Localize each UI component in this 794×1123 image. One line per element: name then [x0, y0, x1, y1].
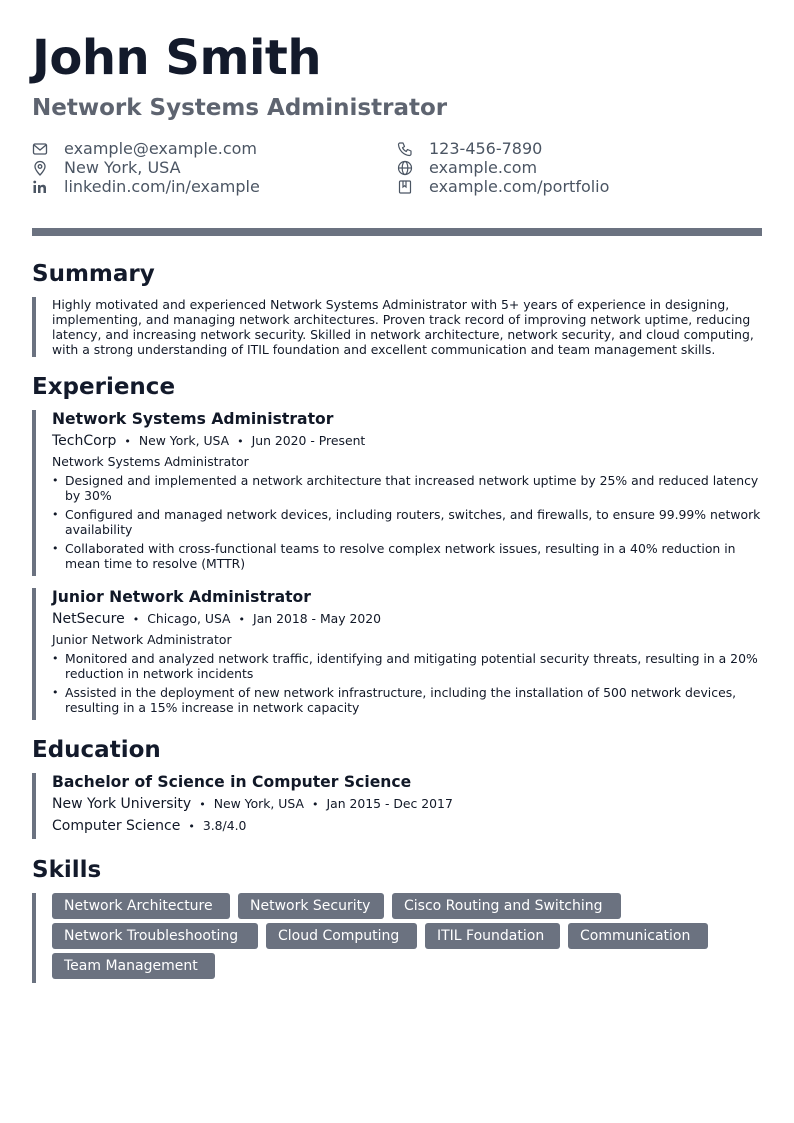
job-company: TechCorp	[52, 433, 117, 449]
skills-bar	[32, 893, 36, 983]
skill-tag: Communication	[568, 923, 708, 949]
skill-tag: Network Architecture	[52, 893, 230, 919]
job-company: NetSecure	[52, 611, 125, 627]
job-meta: TechCorp • New York, USA • Jun 2020 - Present	[52, 433, 366, 449]
contact-row	[32, 177, 762, 196]
linkedin-icon	[32, 179, 48, 195]
experience-heading: Experience	[32, 374, 176, 400]
job-title: Junior Network Administrator	[52, 588, 311, 606]
portfolio-link[interactable]: example.com/portfolio	[429, 177, 610, 196]
job-meta: NetSecure • Chicago, USA • Jan 2018 - May 2020	[52, 611, 382, 627]
job-role: Network Systems Administrator	[52, 454, 249, 469]
job-bullets	[52, 651, 764, 719]
phone-icon	[397, 141, 413, 157]
job-location: Chicago, USA	[147, 611, 231, 626]
job-dates: Jan 2018 - May 2020	[253, 611, 382, 626]
email-link[interactable]: example@example.com	[64, 139, 257, 158]
skill-tag: Network Security	[238, 893, 384, 919]
bookmark-icon	[397, 179, 413, 195]
degree: Bachelor of Science in Computer Science	[52, 773, 412, 791]
globe-icon	[397, 160, 413, 176]
contact-row	[32, 139, 762, 158]
summary-bar	[32, 297, 36, 357]
job-bullet: • Collaborated with cross-functional teams to resolve complex network issues, resulting in a 40% reduction in mean time to resolve (MTTR)	[52, 541, 764, 571]
education-bar	[32, 773, 36, 839]
summary-text: Highly motivated and experienced Network Systems Administrator with 5+ years of experience in designing, implementing, and managing network architectures. Proven track record of improving network uptime, reducing latency, and increasing network security. Skilled in network architecture, network security, and cloud computing, with a strong understanding of ITIL foundation and excellent communication and team management skills.	[52, 297, 754, 357]
header-divider	[32, 228, 762, 236]
contact-row	[32, 158, 762, 177]
job-bullets	[52, 473, 764, 575]
job-bar	[32, 588, 36, 720]
candidate-title: Network Systems Administrator	[32, 95, 448, 121]
education-dates: Jan 2015 - Dec 2017	[326, 796, 453, 811]
mail-icon	[32, 141, 48, 157]
job-bullet: • Designed and implemented a network architecture that increased network uptime by 25% and reduced latency by 30%	[52, 473, 764, 503]
candidate-name: John Smith	[32, 30, 322, 86]
job-bullet: • Monitored and analyzed network traffic, identifying and mitigating potential security threats, resulting in a 20% reduction in network incidents	[52, 651, 764, 681]
job-bullet: • Assisted in the deployment of new network infrastructure, including the installation of 500 network devices, resulting in a 15% increase in network capacity	[52, 685, 764, 715]
job-bullet: • Configured and managed network devices, including routers, switches, and firewalls, to ensure 99.99% network availability	[52, 507, 764, 537]
gpa: 3.8/4.0	[202, 818, 247, 833]
location-text: New York, USA	[64, 158, 181, 177]
linkedin-link[interactable]: linkedin.com/in/example	[64, 177, 260, 196]
skill-tag: Cisco Routing and Switching	[392, 893, 621, 919]
field-of-study: Computer Science	[52, 818, 181, 834]
job-title: Network Systems Administrator	[52, 410, 334, 428]
education-heading: Education	[32, 737, 161, 763]
skill-tag: Team Management	[52, 953, 215, 979]
skill-tag: Cloud Computing	[266, 923, 417, 949]
job-dates: Jun 2020 - Present	[251, 433, 366, 448]
website-link[interactable]: example.com	[429, 158, 538, 177]
education-meta: New York University • New York, USA • Jan 2015 - Dec 2017	[52, 796, 453, 812]
map-pin-icon	[32, 160, 48, 176]
job-bar	[32, 410, 36, 576]
skills-heading: Skills	[32, 857, 102, 883]
education-field-row: Computer Science • 3.8/4.0	[52, 818, 247, 834]
job-role: Junior Network Administrator	[52, 632, 232, 647]
job-location: New York, USA	[138, 433, 230, 448]
summary-heading: Summary	[32, 261, 155, 287]
skill-tag: ITIL Foundation	[425, 923, 560, 949]
school: New York University	[52, 796, 192, 812]
school-location: New York, USA	[213, 796, 304, 811]
phone-text[interactable]: 123-456-7890	[429, 139, 543, 158]
skill-tag: Network Troubleshooting	[52, 923, 258, 949]
